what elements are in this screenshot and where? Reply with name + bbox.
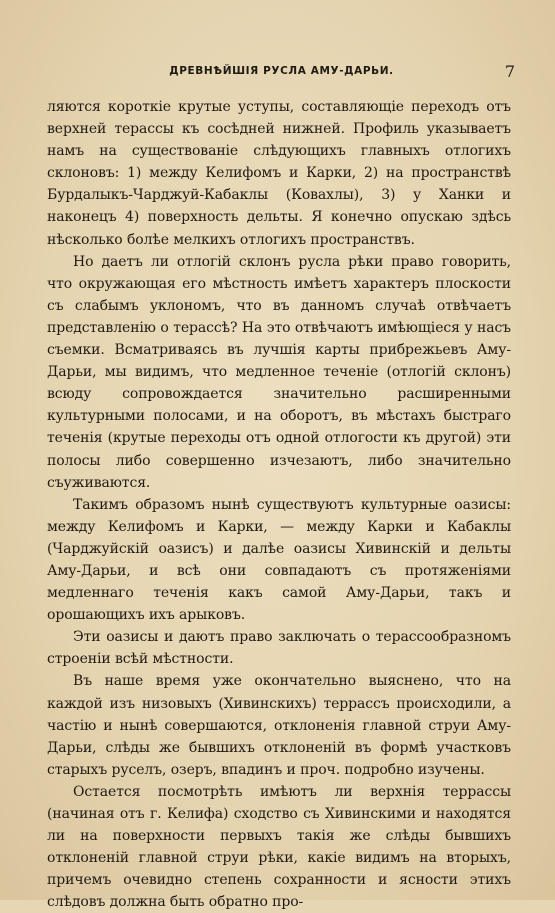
- paragraph: Въ наше время уже окончательно выяснено, что на каждой изъ низовыхъ (Хивинскихъ) террассъ происходили, а частію и нынѣ совершаются, отклоненія главной струи Аму-Дарьи, слѣды же бывшихъ отклоненій въ формѣ участковъ старыхъ руселъ, озеръ, впадинъ и проч. подробно изучены.: [47, 673, 511, 778]
- running-title: ДРЕВНѢЙШІЯ РУСЛА АМУ-ДАРЬИ.: [169, 65, 394, 77]
- paragraph: ляются короткіе крутые уступы, составляющіе переходъ отъ верхней терассы къ сосѣдней нижней. Профиль указываетъ намъ на существованіе слѣдующихъ главныхъ отлогихъ склоновъ: 1) между Келифомъ и Карки, 2) на пространствѣ Бурдалыкъ-Чарджуй-Кабаклы (Ковахлы), 3) у Ханки и наконецъ 4) поверхность дельты. Я конечно опускаю здѣсь нѣсколько болѣе мелкихъ отлогихъ пространствъ.: [47, 99, 511, 248]
- page-number: 7: [504, 62, 515, 81]
- paragraph: Эти оазисы и даютъ право заключать о терассообразномъ строеніи всѣй мѣстности.: [47, 629, 511, 668]
- body-text: [47, 96, 511, 913]
- paragraph: Такимъ образомъ нынѣ существуютъ культурные оазисы: между Келифомъ и Карки, — между Карки и Кабаклы (Чарджуйскій оазисъ) и далѣе оазисы Хивинскій и дельты Аму-Дарьи, и всѣ они совпадаютъ съ протяженіями медленнаго теченія какъ самой Аму-Дарьи, такъ и орошающихъ ихъ арыковъ.: [47, 496, 511, 624]
- running-head: [48, 62, 515, 82]
- paragraph: Остается посмотрѣть имѣютъ ли верхнія террассы (начиная отъ г. Келифа) сходство съ Хивинскими и находятся ли на поверхности первыхъ такія же слѣды бывшихъ отклоненій главной струи рѣки, какіе видимъ на вторыхъ, причемъ очевидно степень сохранности и ясности этихъ слѣдовъ должна быть обратно про-: [47, 783, 511, 911]
- paragraph: Но даетъ ли отлогій склонъ русла рѣки право говорить, что окружающая его мѣстность имѣетъ характеръ плоскости съ слабымъ уклономъ, что въ данномъ случаѣ отвѣчаетъ представленію о терассѣ? На это отвѣчаютъ имѣющіеся у насъ съемки. Всматриваясь въ лучшія карты прибрежьевъ Аму-Дарьи, мы видимъ, что медленное теченіе (отлогій склонъ) всюду сопровождается значительно расширенными культурными полосами, и на оборотъ, въ мѣстахъ быстраго теченія (крутые переходы отъ одной отлогости къ другой) эти полосы либо совершенно изчезаютъ, либо значительно съуживаются.: [47, 253, 511, 491]
